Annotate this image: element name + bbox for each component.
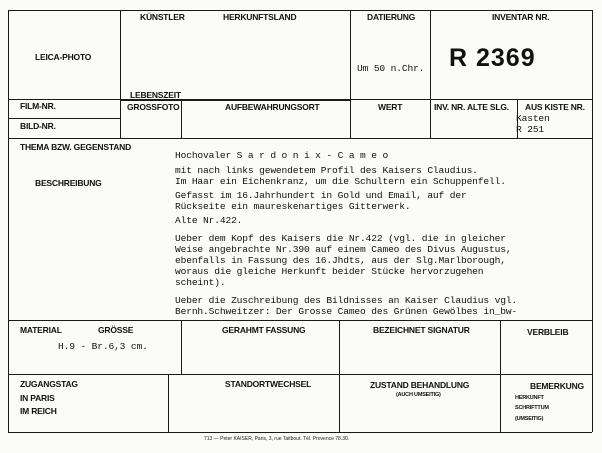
label-herkunft: HERKUNFT xyxy=(515,395,544,401)
rule-mat2 xyxy=(339,320,340,432)
value-inventar-nr: R 2369 xyxy=(449,44,536,72)
desc-line: Weise angebrachte Nr.390 auf einem Cameo des Divus Augustus, xyxy=(175,244,512,255)
rule-col3 xyxy=(350,10,351,138)
rule-col2 xyxy=(181,99,182,138)
value-kiste-line1: Kasten xyxy=(516,113,550,124)
label-auch-umseitig: (AUCH UMSEITIG) xyxy=(396,392,441,398)
value-thema: Hochovaler S a r d o n i x - C a m e o xyxy=(175,150,389,161)
desc-line: scheint). xyxy=(175,277,226,288)
label-film-nr: FILM-NR. xyxy=(20,101,56,111)
label-verbleib: VERBLEIB xyxy=(527,327,569,337)
label-bemerkung: BEMERKUNG xyxy=(530,381,584,391)
value-kiste-line2: R 251 xyxy=(516,124,545,135)
label-umseitig: (UMSEITIG) xyxy=(515,416,544,422)
desc-line: Alte Nr.422. xyxy=(175,215,243,226)
label-wert: WERT xyxy=(378,102,403,112)
label-leica-photo: LEICA-PHOTO xyxy=(35,52,92,62)
label-lebenszeit: LEBENSZEIT xyxy=(130,90,181,100)
rule-bottom xyxy=(8,432,592,433)
label-inventar-nr: INVENTAR NR. xyxy=(492,12,550,22)
label-gerahmt-fassung: GERAHMT FASSUNG xyxy=(222,325,306,335)
desc-line: Rückseite ein maureskenartiges Gitterwerk. xyxy=(175,201,411,212)
label-in-paris: IN PARIS xyxy=(20,393,55,403)
rule-col1 xyxy=(120,10,121,138)
rule-col4 xyxy=(430,10,431,138)
label-material: MATERIAL xyxy=(20,325,62,335)
label-schrifttum: SCHRIFTTUM xyxy=(515,405,549,411)
rule-mat1 xyxy=(181,320,182,374)
label-bild-nr: BILD-NR. xyxy=(20,121,56,131)
label-beschreibung: BESCHREIBUNG xyxy=(35,178,102,188)
label-bezeichnet-signatur: BEZEICHNET SIGNATUR xyxy=(373,325,470,335)
rule-left xyxy=(8,10,9,432)
desc-line: mit nach links gewendetem Profil des Kaisers Claudius. xyxy=(175,165,478,176)
rule-leica-divider xyxy=(8,118,120,119)
rule-material-top xyxy=(8,320,592,321)
desc-line: woraus die gleiche Herkunft beider Stücke hervorzugehen xyxy=(175,266,484,277)
rule-col1-zug xyxy=(168,374,169,432)
label-groesse: GRÖSSE xyxy=(98,325,134,335)
desc-line: Ueber die Zuschreibung des Bildnisses an Kaiser Claudius vgl. xyxy=(175,295,518,306)
printer-line: 713 — Peter KAISER, Paris, 3, rue Taitbout. Tél. Provence 78.30. xyxy=(204,436,350,442)
label-grossfoto: GROSSFOTO xyxy=(127,102,180,112)
rule-right xyxy=(592,10,593,432)
label-kuenstler: KÜNSTLER xyxy=(140,12,185,22)
rule-zugang-top xyxy=(8,374,592,375)
label-zustand-behandlung: ZUSTAND BEHANDLUNG xyxy=(370,380,470,390)
label-standortwechsel: STANDORTWECHSEL xyxy=(225,379,312,389)
rule-lebenszeit xyxy=(120,100,350,101)
desc-line: ebenfalls in Fassung des 16.Jhdts, aus der Slg.Marlborough, xyxy=(175,255,506,266)
label-zugangstag: ZUGANGSTAG xyxy=(20,379,78,389)
label-im-reich: IM REICH xyxy=(20,406,57,416)
label-aus-kiste-nr: AUS KISTE NR. xyxy=(525,102,585,112)
label-datierung: DATIERUNG xyxy=(367,12,416,22)
desc-line: Gefasst im 16.Jahrhundert in Gold und Email, auf der xyxy=(175,190,467,201)
desc-line: Bernh.Schweitzer: Der Grosse Cameo des Grünen Gewölbes in_bw- xyxy=(175,306,518,317)
value-datierung: Um 50 n.Chr. xyxy=(357,63,425,74)
rule-top xyxy=(8,10,592,11)
desc-line: Im Haar ein Eichenkranz, um die Schultern ein Schuppenfell. xyxy=(175,176,506,187)
desc-line: Ueber dem Kopf des Kaisers die Nr.422 (vgl. die in gleicher xyxy=(175,233,506,244)
label-herkunftsland: HERKUNFTSLAND xyxy=(223,12,297,22)
label-thema: THEMA BZW. GEGENSTAND xyxy=(20,142,132,152)
rule-mat3 xyxy=(500,320,501,432)
rule-row2-bottom xyxy=(8,138,592,139)
label-inv-nr-alte-slg: INV. NR. ALTE SLG. xyxy=(434,102,509,112)
value-groesse: H.9 - Br.6,3 cm. xyxy=(58,341,148,352)
label-aufbewahrungsort: AUFBEWAHRUNGSORT xyxy=(225,102,320,112)
